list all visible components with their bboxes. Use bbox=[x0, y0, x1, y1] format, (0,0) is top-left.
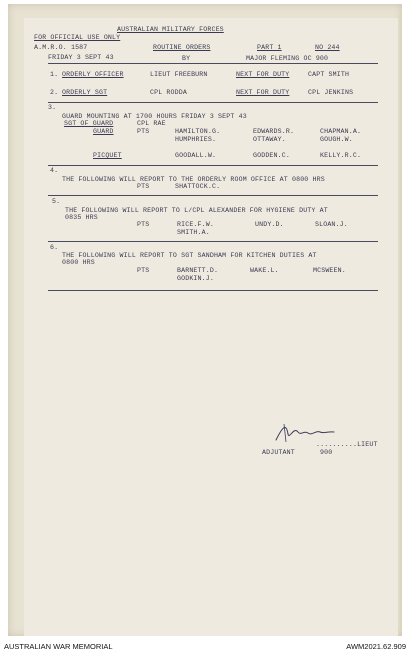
item4-rule bbox=[48, 195, 378, 196]
part-label: PART 1 bbox=[257, 44, 282, 51]
item4-name: SHATTOCK.C. bbox=[175, 183, 221, 190]
item2-number: 2. bbox=[50, 89, 59, 96]
item2-label: ORDERLY SGT bbox=[62, 89, 108, 96]
by-label: BY bbox=[182, 55, 191, 62]
official-use-label: FOR OFFICIAL USE ONLY bbox=[34, 34, 121, 41]
signature-line: ..........LIEUT bbox=[316, 441, 378, 448]
commanding-officer: MAJOR FLEMING OC 900 bbox=[246, 55, 329, 62]
guard-name-3: EDWARDS.R. bbox=[253, 128, 295, 135]
adjutant-label: ADJUTANT bbox=[262, 449, 295, 456]
guard-label: GUARD bbox=[93, 128, 114, 135]
sgt-of-guard-name: CPL RAE bbox=[137, 120, 166, 127]
guard-pts: PTS bbox=[137, 128, 150, 135]
picquet-name-2: GODDEN.C. bbox=[253, 152, 290, 159]
guard-name-5: CHAPMAN.A. bbox=[320, 128, 362, 135]
archive-footer bbox=[0, 636, 410, 653]
order-date: FRIDAY 3 SEPT 43 bbox=[48, 54, 114, 61]
routine-orders-label: ROUTINE ORDERS bbox=[153, 44, 211, 51]
picquet-label: PICQUET bbox=[93, 152, 122, 159]
item6-name-3: WAKE.L. bbox=[250, 267, 279, 274]
item3-number: 3. bbox=[48, 104, 57, 111]
item2-name: CPL RODDA bbox=[150, 89, 187, 96]
item1-next-label: NEXT FOR DUTY bbox=[236, 71, 290, 78]
item1-name: LIEUT FREEBURN bbox=[150, 71, 208, 78]
item6-text: THE FOLLOWING WILL REPORT TO SGT SANDHAM FOR KITCHEN DUTIES AT bbox=[62, 252, 317, 259]
doc-title: AUSTRALIAN MILITARY FORCES bbox=[117, 26, 224, 33]
document-sheet bbox=[24, 18, 398, 636]
guard-name-6: GOUGH.W. bbox=[320, 136, 353, 143]
item4-pts: PTS bbox=[137, 183, 150, 190]
footer-institution: AUSTRALIAN WAR MEMORIAL bbox=[4, 642, 113, 651]
header-rule bbox=[48, 63, 378, 64]
item5-text: THE FOLLOWING WILL REPORT TO L/CPL ALEXANDER FOR HYGIENE DUTY AT bbox=[65, 207, 328, 214]
item6-number: 6. bbox=[50, 244, 59, 251]
item5-name-1: RICE.F.W. bbox=[177, 221, 214, 228]
adjutant-unit: 900 bbox=[320, 449, 333, 456]
footer-accession-number: AWM2021.62.909 bbox=[346, 642, 406, 651]
document-paper bbox=[8, 4, 402, 636]
amro-ref: A.M.R.O. 1587 bbox=[34, 44, 88, 51]
item5-text-time: 0835 HRS bbox=[65, 214, 98, 221]
item6-name-1: BARNETT.D. bbox=[177, 267, 219, 274]
item1-label: ORDERLY OFFICER bbox=[62, 71, 124, 78]
order-number: NO 244 bbox=[315, 44, 340, 51]
item5-number: 5. bbox=[52, 198, 61, 205]
item4-text: THE FOLLOWING WILL REPORT TO THE ORDERLY ROOM OFFICE AT 0800 HRS bbox=[62, 176, 325, 183]
item5-rule bbox=[48, 241, 378, 242]
item4-number: 4. bbox=[50, 167, 59, 174]
sgt-of-guard-label: SGT OF GUARD bbox=[64, 120, 114, 127]
item2-next-label: NEXT FOR DUTY bbox=[236, 89, 290, 96]
item5-name-3: UNDY.D. bbox=[255, 221, 284, 228]
item6-name-2: GODKIN.J. bbox=[177, 275, 214, 282]
picquet-name-3: KELLY.R.C. bbox=[320, 152, 362, 159]
item5-name-4: SLOAN.J. bbox=[315, 221, 348, 228]
item6-rule bbox=[48, 290, 378, 291]
item5-name-2: SMITH.A. bbox=[177, 229, 210, 236]
guard-name-1: HAMILTON.G. bbox=[175, 128, 221, 135]
item6-text-time: 0800 HRS bbox=[62, 259, 95, 266]
item2-next-name: CPL JENKINS bbox=[308, 89, 354, 96]
item3-heading: GUARD MOUNTING AT 1700 HOURS FRIDAY 3 SEPT 43 bbox=[62, 113, 247, 120]
guard-name-2: HUMPHRIES. bbox=[175, 136, 217, 143]
item6-name-4: MCSWEEN. bbox=[313, 267, 346, 274]
item1-number: 1. bbox=[50, 71, 59, 78]
guard-name-4: OTTAWAY. bbox=[253, 136, 286, 143]
item2-rule bbox=[48, 102, 378, 103]
item5-pts: PTS bbox=[137, 221, 150, 228]
item3-rule bbox=[48, 165, 378, 166]
item1-next-name: CAPT SMITH bbox=[308, 71, 350, 78]
item6-pts: PTS bbox=[137, 267, 150, 274]
picquet-name-1: GOODALL.W. bbox=[175, 152, 217, 159]
